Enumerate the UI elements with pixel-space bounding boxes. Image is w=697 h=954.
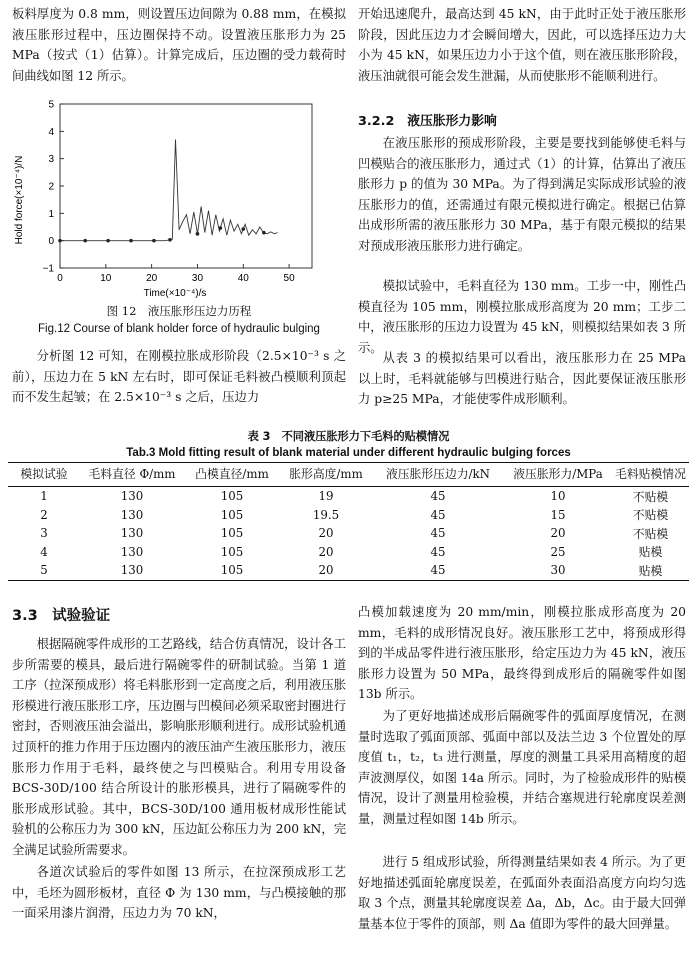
- table-cell: 4: [40, 544, 48, 559]
- y-tick-label: 3: [48, 154, 54, 166]
- result-paragraph: 从表 3 的模拟结果可以看出，液压胀形力在 25 MPa 以上时，毛料就能够与凹模进行贴合，因此要保证液压胀形力 p≥25 MPa，才能使零件成形顺利。: [358, 351, 686, 407]
- table-cell: 3: [40, 526, 48, 541]
- x-tick-label: 20: [146, 273, 158, 284]
- table-cell: 10: [550, 489, 566, 504]
- figure-12-caption: [12, 302, 346, 338]
- column-header: 毛料贴模情况: [612, 463, 689, 487]
- table-cell: 20: [550, 526, 566, 541]
- bulging-text-paragraph: 开始迅速爬升，最高达到 45 kN，由于此时正处于液压胀形阶段，因此压边力才会瞬间增大，因此，可以选择压边力大小为 45 kN，如果压边力小于这个值，则在液压胀形阶段，液压油就很可能会发生泄漏，从而使胀形不能顺利进行。: [358, 7, 686, 83]
- y-tick-label: 5: [48, 99, 54, 111]
- table-3: [8, 462, 689, 581]
- table-cell: 不贴模: [632, 508, 669, 523]
- table-cell: 贴模: [638, 545, 663, 560]
- y-tick-label: 1: [48, 208, 54, 220]
- table-row: [8, 487, 689, 506]
- data-point: [219, 226, 223, 230]
- punch-speed-paragraph: 凸模加载速度为 20 mm/min，刚模拉胀成形高度为 20 mm，毛料的成形情况良好。液压胀形工艺中，将预成形得到的半成品零件进行液压胀形，给定压边力为 45 kN，液压胀形力设置为 50 MPa，最终得到成形后的隔碗零件如图 13b 所示。: [358, 605, 686, 702]
- data-point: [83, 239, 87, 243]
- data-point: [196, 232, 200, 236]
- table-cell: 105: [220, 526, 244, 541]
- table-row: [8, 543, 689, 562]
- table-cell: 不贴模: [632, 526, 669, 541]
- x-tick-label: 10: [100, 273, 112, 284]
- table-cell: 105: [220, 544, 244, 559]
- table-cell: 45: [372, 561, 504, 580]
- y-tick-label: −1: [42, 263, 54, 275]
- table-cell: 130: [120, 489, 144, 504]
- x-tick-label: 0: [57, 273, 63, 284]
- table-cell: 105: [220, 489, 244, 504]
- data-point: [58, 239, 62, 243]
- thickness-paragraph: 为了更好地描述成形后隔碗零件的弧面厚度情况，在测量时选取了弧面顶部、弧面中部以及法兰边 3 个位置处的厚度值 t₁，t₂，t₃ 进行测量，厚度的测量工具采用高精度的超声波测厚仪，如图 14a 所示。同时，为了检验成形件的贴模情况，设计了测量用检验模，并结合塞规进行轮廓度误差测量，测量过程如图 14b 所示。: [358, 709, 686, 826]
- measurement-paragraph: 进行 5 组成形试验，所得测量结果如表 4 所示。为了更好地描述弧面轮廓度误差，在弧面外表面沿高度方向均匀选取 3 个点，测量其轮廓度误差 Δa，Δb，Δc。由于最大回弹量基本位于零件的顶部，则 Δa 值即为零件的最大回弹量。: [358, 855, 686, 931]
- data-point: [106, 239, 110, 243]
- x-tick-label: 40: [237, 273, 249, 284]
- column-header: 胀形高度/mm: [280, 463, 372, 487]
- section-heading-3-2-2: 3.2.2 液压胀形力影响: [358, 114, 497, 129]
- column-header: 凸模直径/mm: [184, 463, 280, 487]
- table-cell: 130: [120, 526, 144, 541]
- x-axis-label: Time(×10⁻⁴)/s: [143, 288, 207, 299]
- y-tick-label: 2: [48, 181, 54, 193]
- table-cell: 19.5: [312, 507, 340, 522]
- table-cell: 15: [550, 507, 566, 522]
- table-cell: 20: [318, 526, 334, 541]
- column-header: 液压胀形压边力/kN: [372, 463, 504, 487]
- table-cell: 2: [40, 507, 48, 522]
- table-row: [8, 524, 689, 543]
- table-cell: 20: [318, 544, 334, 559]
- table-cell: 45: [430, 526, 446, 541]
- table-cell: 1: [40, 489, 48, 504]
- column-header: 液压胀形力/MPa: [504, 463, 612, 487]
- column-header: 模拟试验: [8, 463, 80, 487]
- y-axis-label: Hold force(×10⁻⁴)/N: [14, 155, 25, 245]
- table-cell: 19: [318, 489, 334, 504]
- table-cell: 5: [8, 561, 80, 580]
- section-heading-3-3: 3.3 试验验证: [12, 608, 111, 624]
- table-3-caption: [0, 428, 697, 462]
- table-cell: 25: [550, 544, 566, 559]
- table-cell: 30: [504, 561, 612, 580]
- y-tick-label: 4: [48, 126, 54, 138]
- experiment-paragraph: 根据隔碗零件成形的工艺路线，结合仿真情况，设计各工步所需要的模具，最后进行隔碗零件的研制试验。当第 1 道工序（拉深预成形）将毛料胀形到一定高度之后，利用液压胀形模进行液压胀形工序，压边圈与凹模间必须采取密封圈进行密封，否则液压油会溢出，影响胀形顺利进行。成形试验机通过顶杆的推力作用于压边圈内的液压油产生液压胀形力，液压胀形力作用于毛料，最终使之与凹模贴合。利用专用设备 BCS-30D/100 结合所设计的胀形模具，进行了隔碗零件的胀形成形试验。其中，BCS-30D/100 通用板材成形性能试验机的公称压力为 300 kN，压边缸公称压力为 200 kN，完全满足试验所需要求。: [12, 637, 346, 857]
- data-point: [241, 227, 245, 231]
- table-cell: 贴模: [612, 561, 689, 580]
- figure-caption-en: Fig.12 Course of blank holder force of hydraulic bulging: [38, 323, 320, 335]
- table-caption-en: Tab.3 Mold fitting result of blank material under different hydraulic bulging forces: [126, 447, 571, 459]
- plot-frame: [60, 104, 312, 268]
- table-row: [8, 506, 689, 525]
- figure-12-chart: [0, 92, 346, 302]
- table-cell: 45: [430, 507, 446, 522]
- table-cell: 不贴模: [632, 489, 669, 504]
- simulation-paragraph: 模拟试验中，毛料直径为 130 mm。工步一中，刚性凸模直径为 105 mm，刚模拉胀成形高度为 20 mm；工步二中，液压胀形的压边力设置为 45 kN，则模拟结果如表 3 所示。: [358, 279, 686, 355]
- parts-paragraph: 各道次试验后的零件如图 13 所示，在拉深预成形工艺中，毛坯为圆形板材，直径 Φ 为 130 mm，与凸模接触的那一面采用漆片润滑，压边力为 70 kN，: [12, 865, 346, 921]
- table-row: [8, 561, 689, 580]
- data-point: [168, 238, 172, 242]
- table-cell: 45: [430, 544, 446, 559]
- analysis-paragraph: 分析图 12 可知，在刚模拉胀成形阶段（2.5×10⁻³ s 之前），压边力在 5 kN 左右时，即可保证毛料被凸模顺利顶起而不发生起皱；在 2.5×10⁻³ s 之后，压边力: [12, 349, 346, 405]
- intro-paragraph: 板料厚度为 0.8 mm，则设置压边间隙为 0.88 mm，在模拟液压胀形过程中，压边圈保持不动。设置液压胀形力为 25 MPa（按式（1）估算）。计算完成后，压边圈的受力载荷时间曲线如图 12 所示。: [12, 7, 346, 83]
- force-series-line: [60, 140, 278, 241]
- x-tick-label: 50: [283, 273, 295, 284]
- x-tick-label: 30: [191, 273, 204, 284]
- data-point: [129, 239, 133, 243]
- table-cell: 20: [280, 561, 372, 580]
- table-cell: 105: [184, 561, 280, 580]
- column-header: 毛料直径 Φ/mm: [80, 463, 184, 487]
- figure-caption-cn: 图 12 液压胀形压边力历程: [106, 304, 252, 318]
- table-caption-cn: 表 3 不同液压胀形力下毛料的贴模情况: [247, 430, 450, 443]
- table-cell: 105: [220, 507, 244, 522]
- table-cell: 130: [80, 561, 184, 580]
- data-point: [262, 231, 266, 235]
- data-point: [152, 239, 156, 243]
- table-cell: 130: [120, 544, 144, 559]
- table-cell: 45: [430, 489, 446, 504]
- bulging-force-paragraph: 在液压胀形的预成形阶段，主要是要找到能够使毛料与凹模贴合的液压胀形力，通过式（1）的计算，估算出了液压胀形力 p 的值为 30 MPa。为了得到满足实际成形试验的液压胀形力的值，还需通过有限元模拟进行确定。根据已估算出成形所需的液压胀形力 30 MPa，基于有限元模拟的结果对预成形液压胀形力进行确定。: [358, 136, 686, 253]
- y-tick-label: 0: [48, 236, 54, 248]
- table-header-row: [8, 463, 689, 487]
- table-cell: 130: [120, 507, 144, 522]
